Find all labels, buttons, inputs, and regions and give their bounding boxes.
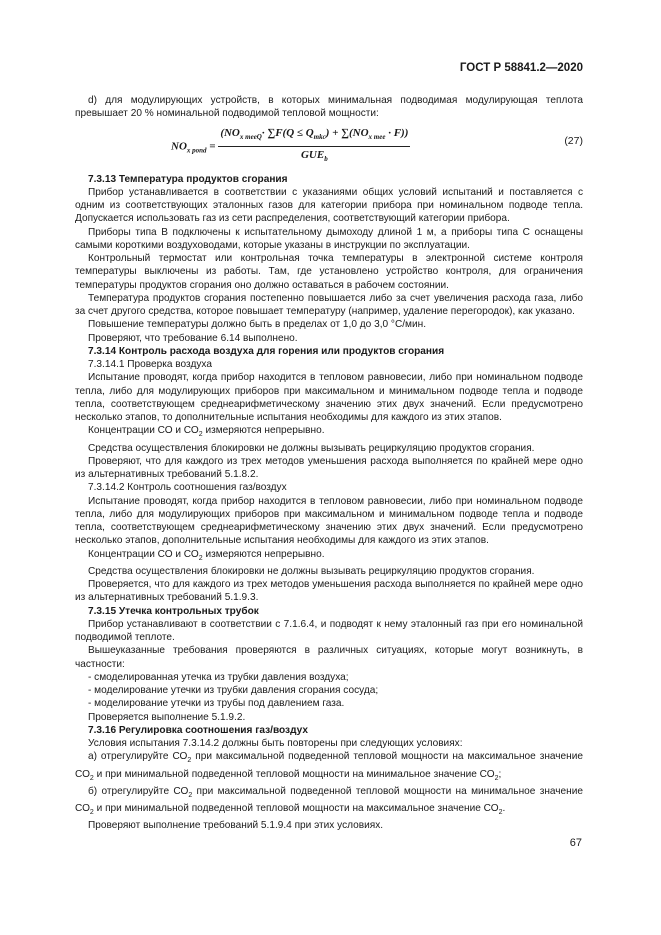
paragraph: - моделирование утечки из трубы под давлением газа. bbox=[88, 698, 345, 710]
page-number: 67 bbox=[569, 837, 582, 849]
paragraph: Проверяется выполнение 5.1.9.2. bbox=[88, 711, 246, 723]
paragraph: Контрольный термостат или контрольная точка температуры в электронной системе контроля температуры выключены из работы. Там, где установлено устройство контроля, для ограничения температуры продуктов сгорания оно должно оставаться в рабочем состоянии. bbox=[75, 253, 583, 291]
page-body bbox=[75, 94, 583, 833]
paragraph: 7.3.14.2 Контроль соотношения газ/воздух bbox=[88, 482, 287, 494]
paragraph: а) отрегулируйте $СО_2$ при максимальной подведенной тепловой мощности на максимальное значение $СО_2$ и при минимальной подведенной тепловой мощности на минимальное значение $СО_2$; bbox=[75, 751, 583, 782]
paragraph: - смоделированная утечка из трубки давления воздуха; bbox=[88, 671, 349, 683]
paragraph: б) отрегулируйте $СО_2$ при максимальной подведенной тепловой мощности на минимальное значение $СО_2$ и при минимальной подведенной тепловой мощности на максимальное значение $СО_2$. bbox=[75, 785, 583, 817]
paragraph: Прибор устанавливают в соответствии с 7.1.6.4, и подводят к нему эталонный газ при его номинальной подводимой теплоте. bbox=[75, 618, 583, 644]
paragraph: Проверяют, что требование 6.14 выполнено. bbox=[88, 332, 298, 344]
paragraph: Концентрации СО и $СО_2$ измеряются непрерывно. bbox=[88, 548, 325, 562]
paragraph: d) для модулирующих устройств, в которых минимальная подводимая модулирующая теплота превышает 20 % номинальной подводимой тепловой мощности: bbox=[75, 95, 583, 120]
section-heading: 7.3.15 Утечка контрольных трубок bbox=[88, 605, 259, 617]
paragraph: Концентрации СО и $СО_2$ измеряются непрерывно. bbox=[88, 425, 325, 439]
paragraph: 7.3.14.1 Проверка воздуха bbox=[88, 359, 212, 370]
paragraph: Проверяется, что для каждого из трех методов уменьшения расхода выполняется по крайней мере одно из альтернативных требований 5.1.9.3. bbox=[75, 579, 583, 604]
paragraph: Средства осуществления блокировки не должны вызывать рециркуляцию продуктов сгорания. bbox=[88, 442, 535, 454]
paragraph: Испытание проводят, когда прибор находится в тепловом равновесии, либо при номинальном подводе тепла, либо для модулирующих приборов при максимальном и минимальном подводе тепла и подводе тепла, соответствующем среднеарифметическому значению этих двух значений. Если предусмотрено несколько этапов, дополнительные испытания необходимы для каждого из этих этапов. bbox=[75, 495, 583, 547]
paragraph: Приборы типа В подключены к испытательному дымоходу длиной 1 м, а приборы типа С оснащены самыми короткими воздуховодами, которые указаны в инструкции по эксплуатации. bbox=[75, 226, 583, 251]
section-heading: 7.3.14 Контроль расхода воздуха для горения или продуктов сгорания bbox=[88, 345, 445, 357]
paragraph: Испытание проводят, когда прибор находится в тепловом равновесии, либо при номинальном подводе тепла, либо для модулирующих приборов при максимальном и минимальном подводе тепла и подводе тепла, соответствующем среднеарифметическому значению этих двух значений. Если предусмотрено несколько этапов, то дополнительные испытания необходимы для каждого из этих этапов. bbox=[75, 372, 583, 423]
paragraph: - моделирование утечки из трубки давления сгорания сосуда; bbox=[88, 685, 379, 697]
document-header: ГОСТ Р 58841.2—2020 bbox=[459, 62, 583, 74]
section-heading: 7.3.16 Регулировка соотношения газ/воздух bbox=[88, 724, 308, 736]
paragraph: Вышеуказанные требования проверяются в различных ситуациях, которые могут возникнуть, в частности: bbox=[75, 645, 583, 670]
section-heading: 7.3.13 Температура продуктов сгорания bbox=[88, 173, 288, 185]
paragraph: Прибор устанавливается в соответствии с указаниями общих условий испытаний и поставляется с одним из соответствующих эталонных газов для категории прибора при номинальном подводе тепла. Допускается использовать газ из сети распределения, соответствующий категории прибора. bbox=[75, 186, 583, 225]
paragraph: Проверяют, что для каждого из трех методов уменьшения расхода выполняется по крайней мере одно из альтернативных требований 5.1.8.2. bbox=[75, 455, 583, 481]
paragraph: Повышение температуры должно быть в пределах от 1,0 до 3,0 °С/мин. bbox=[88, 319, 427, 331]
paragraph: Проверяют выполнение требований 5.1.9.4 при этих условиях. bbox=[88, 820, 384, 832]
paragraph: Температура продуктов сгорания постепенно повышается либо за счет увеличения расхода газа, либо за счет другого средства, которое повышает температуру (например, удаление перегородок), как указано. bbox=[75, 292, 583, 317]
formula-27: $NO_{x pond}$ = $\frac{(NO_{x meeQ}\cdot \sum F(Q \le Q_{mkc}) + \sum(NO_{x mee} \cdot F))}{GUE_b}$ (27) bbox=[171, 126, 583, 164]
paragraph: Условия испытания 7.3.14.2 должны быть повторены при следующих условиях: bbox=[88, 738, 463, 750]
paragraph: Средства осуществления блокировки не должны вызывать рециркуляцию продуктов сгорания. bbox=[88, 565, 535, 577]
